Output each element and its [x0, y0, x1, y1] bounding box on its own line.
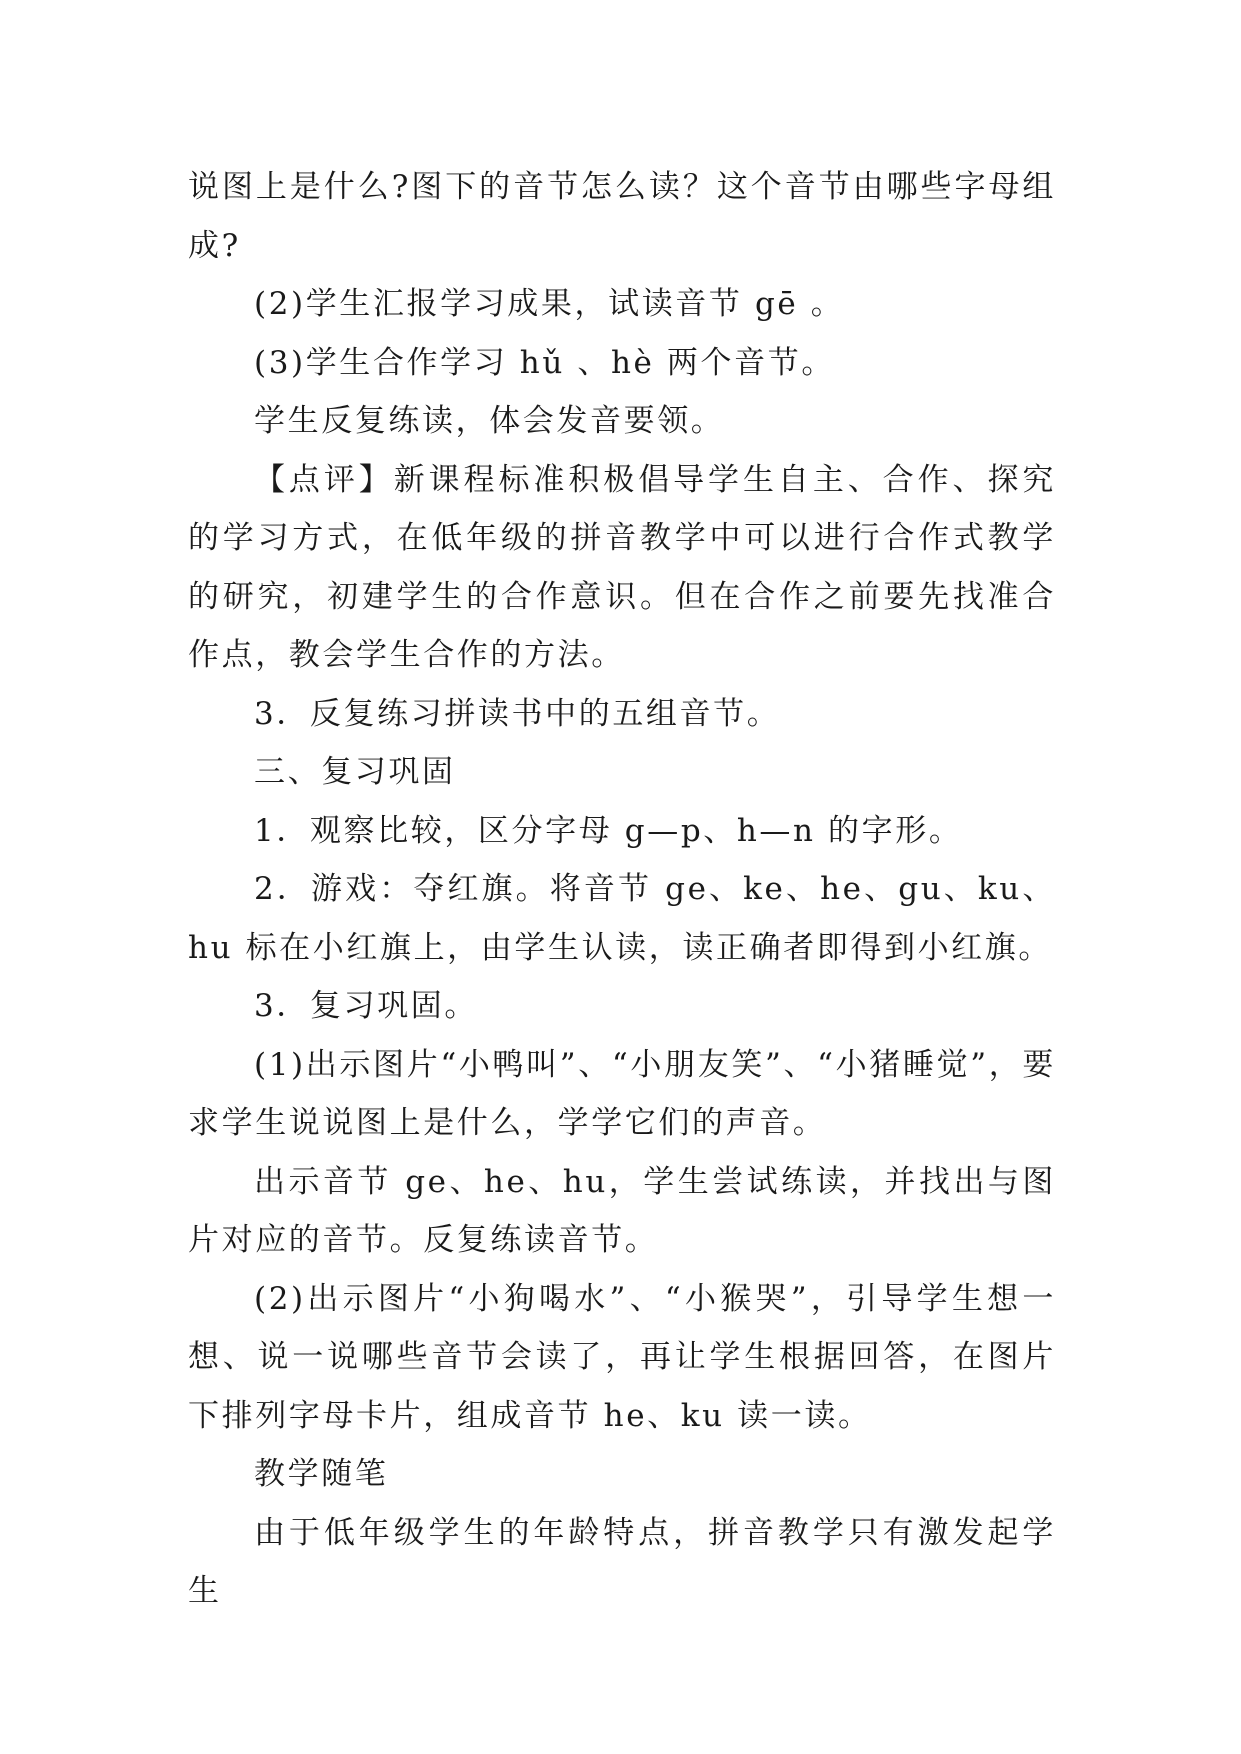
paragraph: 学生反复练读，体会发音要领。	[254, 403, 725, 439]
section-heading: 三、复习巩固	[254, 754, 456, 790]
paragraph: 出示音节 ge、he、hu，学生尝试练读，并找出与图片对应的音节。反复练读音节。	[188, 1163, 1056, 1258]
section-heading: 教学随笔	[254, 1456, 389, 1492]
paragraph: (1)出示图片“小鸭叫”、“小朋友笑”、“小猪睡觉”，要求学生说说图上是什么，学学它们的声音。	[188, 1046, 1056, 1141]
paragraph: 3．复习巩固。	[254, 988, 478, 1024]
paragraph: 2．游戏：夺红旗。将音节 ge、ke、he、gu、ku、hu 标在小红旗上，由学生认读，读正确者即得到小红旗。	[188, 871, 1056, 966]
paragraph-commentary: 【点评】新课程标准积极倡导学生自主、合作、探究的学习方式，在低年级的拼音教学中可以进行合作式教学的研究，初建学生的合作意识。但在合作之前要先找准合作点，教会学生合作的方法。	[188, 461, 1056, 673]
paragraph: (2)学生汇报学习成果，试读音节 gē 。	[254, 286, 845, 322]
paragraph: 由于低年级学生的年龄特点，拼音教学只有激发起学生	[188, 1514, 1056, 1609]
paragraph: 1．观察比较，区分字母 g—p、h—n 的字形。	[254, 812, 963, 849]
document-body	[188, 158, 1056, 1621]
paragraph: (2)出示图片“小狗喝水”、“小猴哭”，引导学生想一想、说一说哪些音节会读了，再让学生根据回答，在图片下排列字母卡片，组成音节 he、ku 读一读。	[188, 1280, 1056, 1434]
paragraph: 说图上是什么?图下的音节怎么读？这个音节由哪些字母组成?	[188, 169, 1056, 264]
paragraph: 3．反复练习拼读书中的五组音节。	[254, 695, 781, 732]
paragraph: (3)学生合作学习 hǔ 、hè 两个音节。	[254, 344, 835, 381]
